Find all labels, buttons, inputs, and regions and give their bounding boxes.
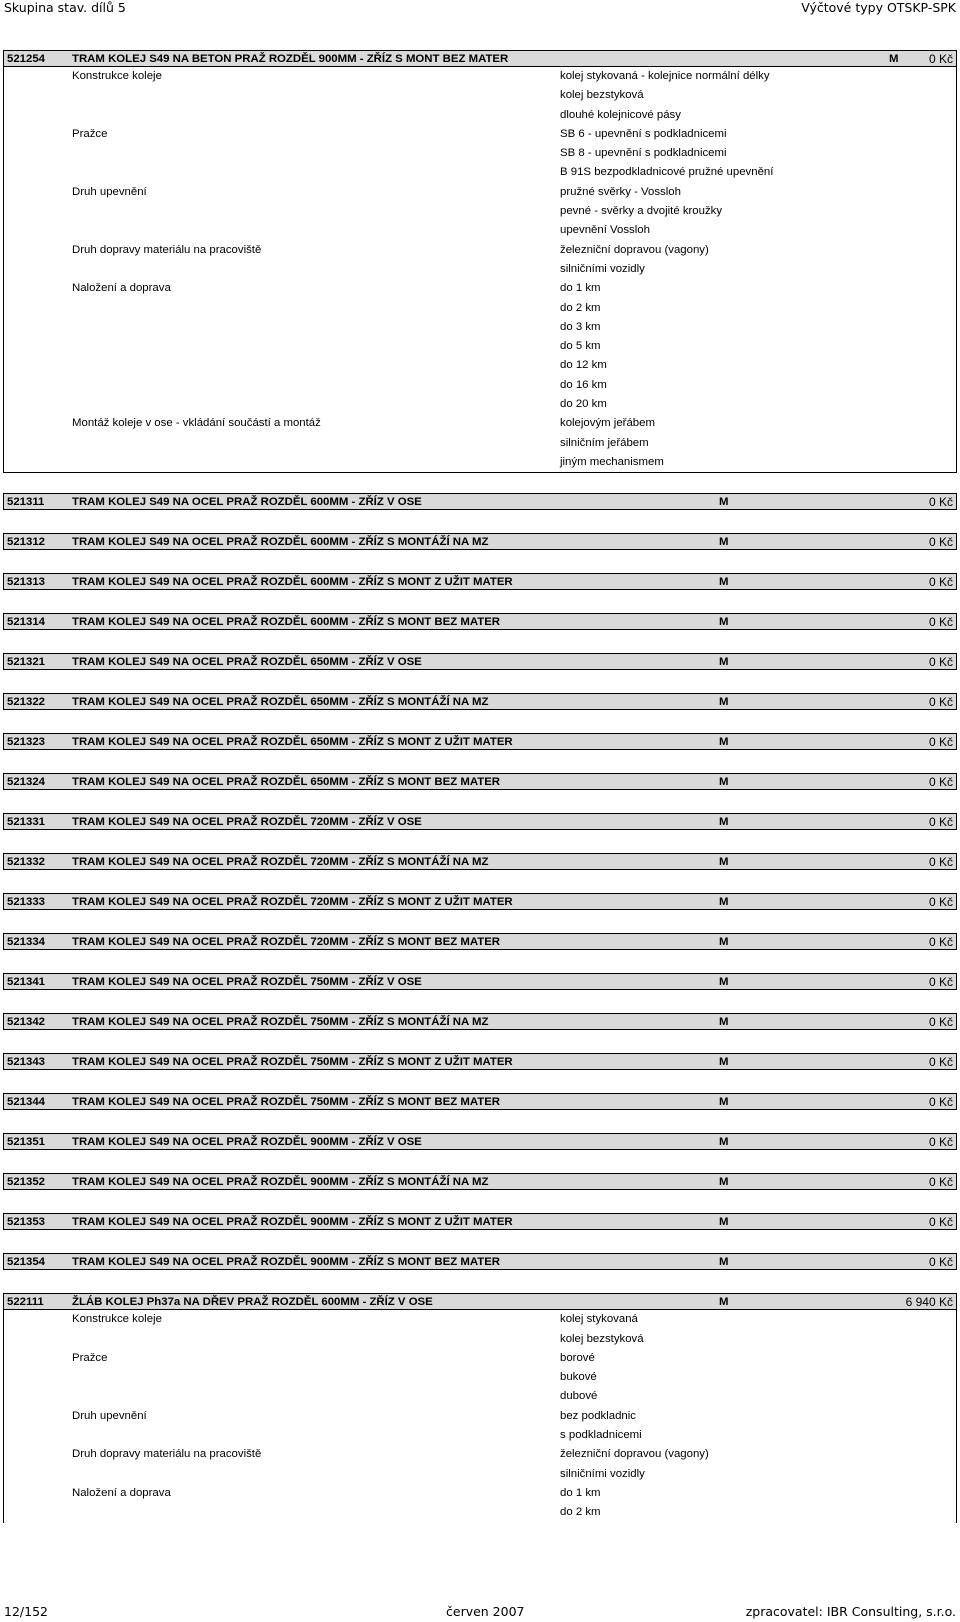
- detail-parameter: Naložení a doprava: [72, 282, 171, 295]
- detail-option: do 20 km: [560, 398, 607, 411]
- detail-option: silničním jeřábem: [560, 436, 649, 449]
- detail-option: silničními vozidly: [560, 262, 645, 275]
- detail-row: [4, 241, 956, 260]
- item-row: [3, 1293, 957, 1310]
- detail-row: [4, 163, 956, 182]
- item-name: TRAM KOLEJ S49 NA OCEL PRAŽ ROZDĚL 720MM - ZŘÍZ S MONT BEZ MATER: [72, 936, 501, 949]
- item-code: 521354: [7, 1256, 46, 1269]
- detail-parameter: Druh upevnění: [72, 185, 147, 198]
- item-name: TRAM KOLEJ S49 NA OCEL PRAŽ ROZDĚL 600MM - ZŘÍZ S MONT Z UŽIT MATER: [72, 576, 513, 589]
- item-code: 521341: [7, 976, 46, 989]
- item-name: TRAM KOLEJ S49 NA OCEL PRAŽ ROZDĚL 650MM - ZŘÍZ S MONT BEZ MATER: [72, 776, 501, 789]
- item-price: 0 Kč: [928, 575, 953, 590]
- item-code: 521254: [7, 53, 46, 65]
- detail-option: železniční dopravou (vagony): [560, 1448, 709, 1461]
- detail-option: silničními vozidly: [560, 1467, 645, 1480]
- detail-option: upevnění Vossloh: [560, 224, 650, 237]
- detail-row: [4, 221, 956, 240]
- item-code: 521324: [7, 776, 46, 789]
- item-price: 0 Kč: [928, 855, 953, 870]
- detail-option: kolej stykovaná - kolejnice normální délky: [560, 70, 770, 82]
- item-unit: M: [719, 856, 729, 869]
- detail-parameter: Pražce: [72, 1351, 108, 1364]
- detail-row: [4, 67, 956, 86]
- item-price: 0 Kč: [928, 895, 953, 910]
- item-unit: M: [719, 776, 729, 789]
- detail-row: [4, 1330, 956, 1349]
- item-name: TRAM KOLEJ S49 NA OCEL PRAŽ ROZDĚL 600MM - ZŘÍZ V OSE: [72, 496, 422, 509]
- detail-row: [4, 318, 956, 337]
- detail-option: do 1 km: [560, 1486, 601, 1499]
- item-name: TRAM KOLEJ S49 NA OCEL PRAŽ ROZDĚL 600MM - ZŘÍZ S MONT BEZ MATER: [72, 616, 501, 629]
- detail-row: [4, 106, 956, 125]
- detail-row: [4, 376, 956, 395]
- detail-row: [4, 1503, 956, 1522]
- detail-option: dubové: [560, 1390, 598, 1403]
- item-name: TRAM KOLEJ S49 NA OCEL PRAŽ ROZDĚL 900MM - ZŘÍZ S MONTÁŽÍ NA MZ: [72, 1176, 489, 1189]
- item-row: [3, 1133, 957, 1150]
- item-unit: M: [719, 1256, 729, 1269]
- item-name: TRAM KOLEJ S49 NA OCEL PRAŽ ROZDĚL 720MM - ZŘÍZ V OSE: [72, 816, 422, 829]
- detail-row: [4, 260, 956, 279]
- detail-row: [4, 202, 956, 221]
- detail-row: [4, 125, 956, 144]
- detail-row: [4, 279, 956, 298]
- item-code: 521322: [7, 696, 46, 709]
- detail-option: s podkladnicemi: [560, 1429, 642, 1442]
- header-group-title: Skupina stav. dílů 5: [4, 0, 126, 15]
- item-unit: M: [719, 936, 729, 949]
- detail-row: [4, 1368, 956, 1387]
- item-code: 522111: [7, 1296, 44, 1309]
- item-name: TRAM KOLEJ S49 NA BETON PRAŽ ROZDĚL 900MM - ZŘÍZ S MONT BEZ MATER: [72, 53, 509, 65]
- item-unit: M: [719, 496, 729, 509]
- item-unit: M: [719, 1016, 729, 1029]
- item-name: TRAM KOLEJ S49 NA OCEL PRAŽ ROZDĚL 900MM - ZŘÍZ V OSE: [72, 1136, 422, 1149]
- detail-option: SB 8 - upevnění s podkladnicemi: [560, 147, 727, 160]
- item-unit: M: [719, 616, 729, 629]
- item-row: [3, 773, 957, 790]
- detail-row: [4, 1484, 956, 1503]
- item-row: [3, 1213, 957, 1230]
- item-code: 521331: [7, 816, 46, 829]
- item-price: 0 Kč: [928, 775, 953, 790]
- item-price: 0 Kč: [928, 735, 953, 750]
- item-row: [3, 1093, 957, 1110]
- item-name: TRAM KOLEJ S49 NA OCEL PRAŽ ROZDĚL 900MM - ZŘÍZ S MONT BEZ MATER: [72, 1256, 501, 1269]
- detail-option: jiným mechanismem: [560, 455, 664, 468]
- item-code: 521343: [7, 1056, 46, 1069]
- item-row: [3, 893, 957, 910]
- detail-row: [4, 1426, 956, 1445]
- item-row: [3, 573, 957, 590]
- footer-date: červen 2007: [446, 1604, 525, 1619]
- detail-option: do 2 km: [560, 301, 601, 314]
- item-code: 521311: [7, 496, 45, 509]
- item-row: [3, 493, 957, 510]
- item-price: 0 Kč: [928, 495, 953, 510]
- item-row: [3, 533, 957, 550]
- item-code: 521332: [7, 856, 46, 869]
- item-unit: M: [719, 1176, 729, 1189]
- detail-row: [4, 1310, 956, 1329]
- detail-row: [4, 1387, 956, 1406]
- detail-parameter: Konstrukce koleje: [72, 1313, 162, 1326]
- item-price: 0 Kč: [928, 935, 953, 950]
- item-row: [3, 1253, 957, 1270]
- item-details: [3, 67, 957, 473]
- detail-option: kolej bezstyková: [560, 89, 644, 102]
- item-price: 0 Kč: [928, 1215, 953, 1230]
- detail-option: pružné svěrky - Vossloh: [560, 185, 681, 198]
- item-row: [3, 693, 957, 710]
- item-code: 521334: [7, 936, 46, 949]
- detail-parameter: Druh upevnění: [72, 1409, 147, 1422]
- item-row: [3, 1013, 957, 1030]
- detail-option: do 5 km: [560, 340, 601, 353]
- item-price: 0 Kč: [928, 1135, 953, 1150]
- item-unit: M: [719, 656, 729, 669]
- item-price: 0 Kč: [928, 615, 953, 630]
- detail-row: [4, 1445, 956, 1464]
- item-details: [3, 1310, 957, 1522]
- detail-parameter: Naložení a doprava: [72, 1486, 171, 1499]
- item-name: TRAM KOLEJ S49 NA OCEL PRAŽ ROZDĚL 750MM - ZŘÍZ S MONT Z UŽIT MATER: [72, 1056, 513, 1069]
- item-unit: M: [719, 816, 729, 829]
- detail-parameter: Druh dopravy materiálu na pracoviště: [72, 243, 262, 256]
- item-price: 0 Kč: [928, 535, 953, 550]
- item-row: [3, 733, 957, 750]
- item-row: [3, 1173, 957, 1190]
- item-row: [3, 50, 957, 67]
- detail-row: [4, 337, 956, 356]
- item-unit: M: [719, 896, 729, 909]
- detail-row: [4, 434, 956, 453]
- item-name: TRAM KOLEJ S49 NA OCEL PRAŽ ROZDĚL 900MM - ZŘÍZ S MONT Z UŽIT MATER: [72, 1216, 513, 1229]
- detail-row: [4, 1407, 956, 1426]
- item-price: 0 Kč: [928, 1095, 953, 1110]
- item-row: [3, 653, 957, 670]
- item-price: 0 Kč: [928, 975, 953, 990]
- item-price: 0 Kč: [928, 695, 953, 710]
- item-unit: M: [719, 576, 729, 589]
- item-name: ŽLÁB KOLEJ Ph37a NA DŘEV PRAŽ ROZDĚL 600MM - ZŘÍZ V OSE: [72, 1296, 433, 1309]
- detail-option: pevné - svěrky a dvojité kroužky: [560, 205, 723, 218]
- item-unit: M: [719, 976, 729, 989]
- detail-parameter: Pražce: [72, 127, 108, 140]
- item-price: 0 Kč: [928, 815, 953, 830]
- item-price: 0 Kč: [928, 52, 953, 66]
- footer-page-number: 12/152: [4, 1604, 48, 1619]
- items-table: [0, 50, 960, 1523]
- detail-option: B 91S bezpodkladnicové pružné upevnění: [560, 166, 774, 179]
- item-code: 521321: [7, 656, 46, 669]
- item-row: [3, 813, 957, 830]
- item-unit: M: [719, 1216, 729, 1229]
- item-unit: M: [719, 1096, 729, 1109]
- detail-option: do 16 km: [560, 378, 607, 391]
- detail-option: do 12 km: [560, 359, 607, 372]
- detail-row: [4, 414, 956, 433]
- item-unit: M: [719, 736, 729, 749]
- detail-option: do 3 km: [560, 320, 601, 333]
- item-price: 0 Kč: [928, 1055, 953, 1070]
- header-doc-title: Výčtové typy OTSKP-SPK: [801, 0, 956, 15]
- item-code: 521313: [7, 576, 46, 589]
- detail-parameter: Konstrukce koleje: [72, 70, 162, 82]
- item-name: TRAM KOLEJ S49 NA OCEL PRAŽ ROZDĚL 650MM - ZŘÍZ V OSE: [72, 656, 422, 669]
- detail-row: [4, 144, 956, 163]
- item-code: 521344: [7, 1096, 46, 1109]
- detail-row: [4, 86, 956, 105]
- detail-row: [4, 183, 956, 202]
- detail-row: [4, 453, 956, 472]
- item-name: TRAM KOLEJ S49 NA OCEL PRAŽ ROZDĚL 750MM - ZŘÍZ S MONT BEZ MATER: [72, 1096, 501, 1109]
- item-unit: M: [719, 1296, 729, 1309]
- item-code: 521352: [7, 1176, 46, 1189]
- item-name: TRAM KOLEJ S49 NA OCEL PRAŽ ROZDĚL 720MM - ZŘÍZ S MONT Z UŽIT MATER: [72, 896, 513, 909]
- detail-option: dlouhé kolejnicové pásy: [560, 108, 681, 121]
- item-name: TRAM KOLEJ S49 NA OCEL PRAŽ ROZDĚL 750MM - ZŘÍZ S MONTÁŽÍ NA MZ: [72, 1016, 489, 1029]
- detail-option: železniční dopravou (vagony): [560, 243, 709, 256]
- item-code: 521323: [7, 736, 46, 749]
- item-price: 6 940 Kč: [905, 1295, 953, 1310]
- item-unit: M: [719, 1056, 729, 1069]
- item-code: 521351: [7, 1136, 46, 1149]
- detail-option: bez podkladnic: [560, 1409, 636, 1422]
- item-price: 0 Kč: [928, 1015, 953, 1030]
- item-unit: M: [719, 536, 729, 549]
- item-name: TRAM KOLEJ S49 NA OCEL PRAŽ ROZDĚL 750MM - ZŘÍZ V OSE: [72, 976, 422, 989]
- detail-option: kolej stykovaná: [560, 1313, 638, 1326]
- item-code: 521312: [7, 536, 46, 549]
- item-code: 521353: [7, 1216, 46, 1229]
- detail-row: [4, 299, 956, 318]
- detail-option: kolejovým jeřábem: [560, 417, 655, 430]
- item-row: [3, 853, 957, 870]
- item-row: [3, 613, 957, 630]
- detail-option: borové: [560, 1351, 595, 1364]
- detail-option: do 1 km: [560, 282, 601, 295]
- item-unit: M: [889, 53, 899, 65]
- item-code: 521342: [7, 1016, 46, 1029]
- item-row: [3, 933, 957, 950]
- detail-option: do 2 km: [560, 1506, 601, 1519]
- detail-parameter: Montáž koleje v ose - vkládání součástí a montáž: [72, 417, 321, 430]
- page-header: [4, 0, 956, 16]
- item-name: TRAM KOLEJ S49 NA OCEL PRAŽ ROZDĚL 600MM - ZŘÍZ S MONTÁŽÍ NA MZ: [72, 536, 489, 549]
- detail-row: [4, 356, 956, 375]
- item-code: 521333: [7, 896, 46, 909]
- item-price: 0 Kč: [928, 655, 953, 670]
- item-price: 0 Kč: [928, 1255, 953, 1270]
- detail-row: [4, 1349, 956, 1368]
- detail-option: bukové: [560, 1371, 597, 1384]
- item-unit: M: [719, 1136, 729, 1149]
- detail-parameter: Druh dopravy materiálu na pracoviště: [72, 1448, 262, 1461]
- item-row: [3, 1053, 957, 1070]
- detail-row: [4, 395, 956, 414]
- detail-option: kolej bezstyková: [560, 1332, 644, 1345]
- detail-option: SB 6 - upevnění s podkladnicemi: [560, 127, 727, 140]
- page-footer: [4, 1604, 956, 1620]
- detail-row: [4, 1465, 956, 1484]
- item-name: TRAM KOLEJ S49 NA OCEL PRAŽ ROZDĚL 720MM - ZŘÍZ S MONTÁŽÍ NA MZ: [72, 856, 489, 869]
- footer-author: zpracovatel: IBR Consulting, s.r.o.: [745, 1604, 956, 1619]
- item-unit: M: [719, 696, 729, 709]
- item-price: 0 Kč: [928, 1175, 953, 1190]
- item-row: [3, 973, 957, 990]
- item-code: 521314: [7, 616, 46, 629]
- item-name: TRAM KOLEJ S49 NA OCEL PRAŽ ROZDĚL 650MM - ZŘÍZ S MONTÁŽÍ NA MZ: [72, 696, 489, 709]
- item-name: TRAM KOLEJ S49 NA OCEL PRAŽ ROZDĚL 650MM - ZŘÍZ S MONT Z UŽIT MATER: [72, 736, 513, 749]
